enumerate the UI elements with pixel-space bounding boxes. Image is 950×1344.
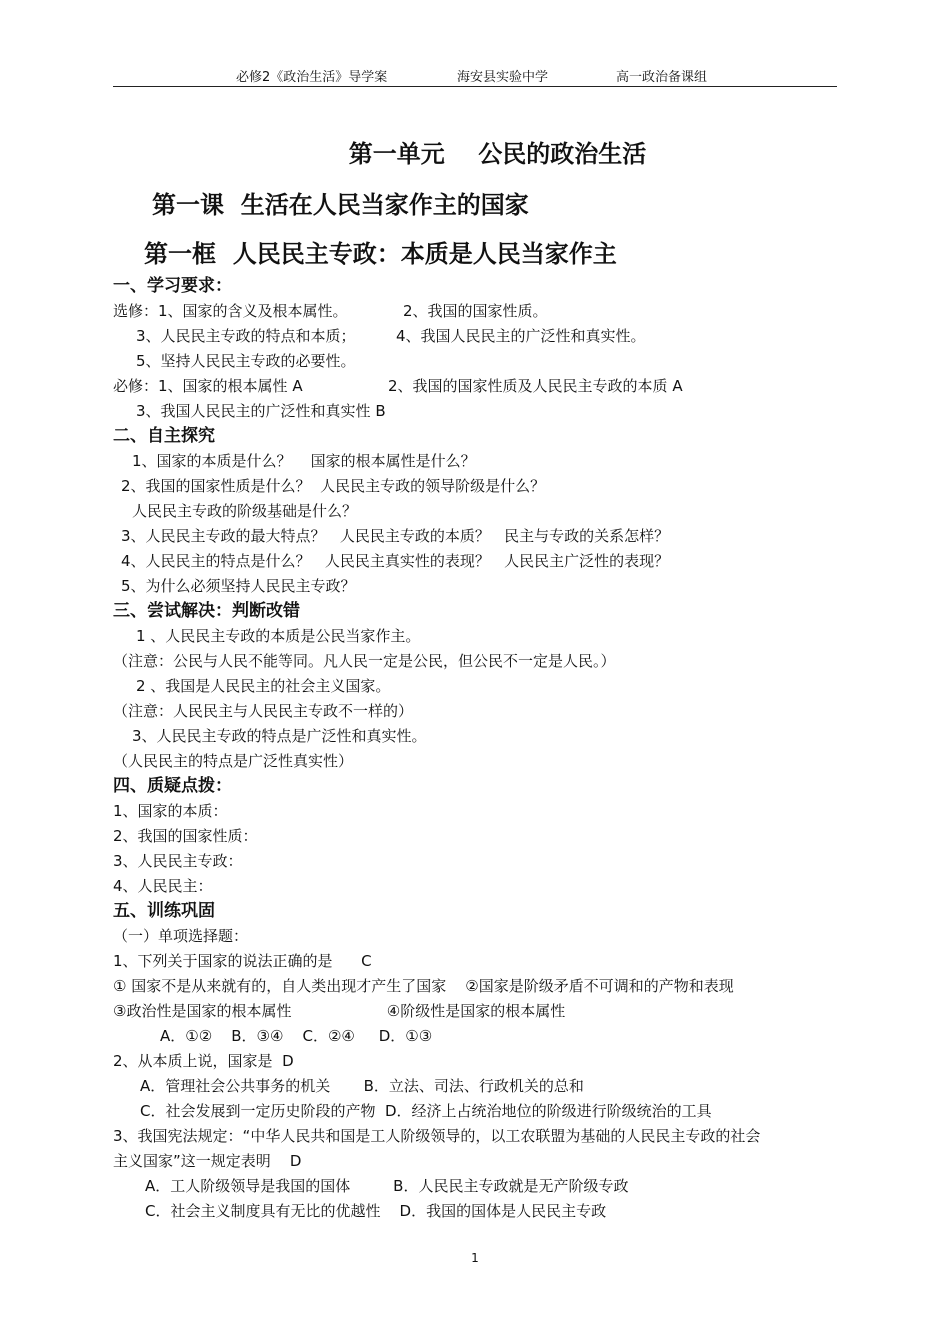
text-line: 5、为什么必须坚持人民民主专政？ [121,577,356,595]
text-line: 2、从本质上说，国家是 D [113,1052,294,1070]
section-heading: 四、质疑点拨： [113,776,232,796]
text-line: 3、人民民主专政： [113,852,243,870]
unit-title: 第一单元 公民的政治生活 [348,140,647,168]
section-heading: 一、学习要求： [113,276,232,296]
text-line: 必修：1、国家的根本属性 A [113,377,303,395]
text-line: 3、我国宪法规定：“中华人民共和国是工人阶级领导的，以工农联盟为基础的人民民主专政的社会 [113,1127,761,1145]
section-heading: 五、训练巩固 [113,901,215,921]
text-line: （一）单项选择题： [113,927,249,945]
lesson-title: 第一课 生活在人民当家作主的国家 [152,191,529,219]
text-line: （注意：人民民主与人民民主专政不一样的） [113,702,414,720]
text-line: ③政治性是国家的根本属性 ④阶级性是国家的根本属性 [113,1002,566,1020]
text-line: 3、人民民主专政的特点是广泛性和真实性。 [132,727,427,745]
text-line: （注意：公民与人民不能等同。凡人民一定是公民，但公民不一定是人民。） [113,652,616,670]
text-line: 5、坚持人民民主专政的必要性。 [136,352,356,370]
text-line: 2、我国的国家性质： [113,827,258,845]
text-line: 1、下列关于国家的说法正确的是 C [113,952,372,970]
header-doc-title: 必修2《政治生活》导学案 [236,70,388,85]
text-line: ① 国家不是从来就有的，自人类出现才产生了国家 ②国家是阶级矛盾不可调和的产物和表现 [113,977,734,995]
frame-title: 第一框 人民民主专政：本质是人民当家作主 [144,240,617,268]
text-line: 2、我国的国家性质及人民民主专政的本质 A [388,377,683,395]
text-line: 2、我国的国家性质是什么？ 人民民主专政的领导阶级是什么？ [121,477,546,495]
text-line: C．社会发展到一定历史阶段的产物 D．经济上占统治地位的阶级进行阶级统治的工具 [140,1102,712,1120]
text-line: 3、人民民主专政的特点和本质； [136,327,356,345]
text-line: 3、人民民主专政的最大特点？ 人民民主专政的本质？ 民主与专政的关系怎样？ [121,527,670,545]
text-line: 1、国家的本质是什么？ 国家的根本属性是什么？ [132,452,476,470]
text-line: 4、我国人民民主的广泛性和真实性。 [396,327,646,345]
section-heading: 三、尝试解决：判断改错 [113,601,300,621]
text-line: （人民民主的特点是广泛性真实性） [113,752,354,770]
page-header [113,66,837,87]
text-line: C．社会主义制度具有无比的优越性 D．我国的国体是人民民主专政 [145,1202,607,1220]
text-line: 2 、我国是人民民主的社会主义国家。 [136,677,391,695]
text-line: 1、国家的本质： [113,802,228,820]
section-heading: 二、自主探究 [113,426,215,446]
text-line: 1 、人民民主专政的本质是公民当家作主。 [136,627,421,645]
text-line: 选修：1、国家的含义及根本属性。 [113,302,348,320]
text-line: A．管理社会公共事务的机关 B．立法、司法、行政机关的总和 [140,1077,584,1095]
text-line: 4、人民民主： [113,877,213,895]
header-school: 海安县实验中学 [457,70,549,85]
text-line: A．工人阶级领导是我国的国体 B．人民民主专政就是无产阶级专政 [145,1177,629,1195]
page-number: 1 [471,1251,479,1265]
text-line: 主义国家”这一规定表明 D [113,1152,302,1170]
text-line: 2、我国的国家性质。 [403,302,548,320]
text-line: 4、人民民主的特点是什么？ 人民民主真实性的表现？ 人民民主广泛性的表现？ [121,552,670,570]
text-line: A．①② B．③④ C．②④ D．①③ [160,1027,433,1045]
header-group: 高一政治备课组 [616,70,708,85]
text-line: 3、我国人民民主的广泛性和真实性 B [136,402,386,420]
text-line: 人民民主专政的阶级基础是什么？ [132,502,358,520]
